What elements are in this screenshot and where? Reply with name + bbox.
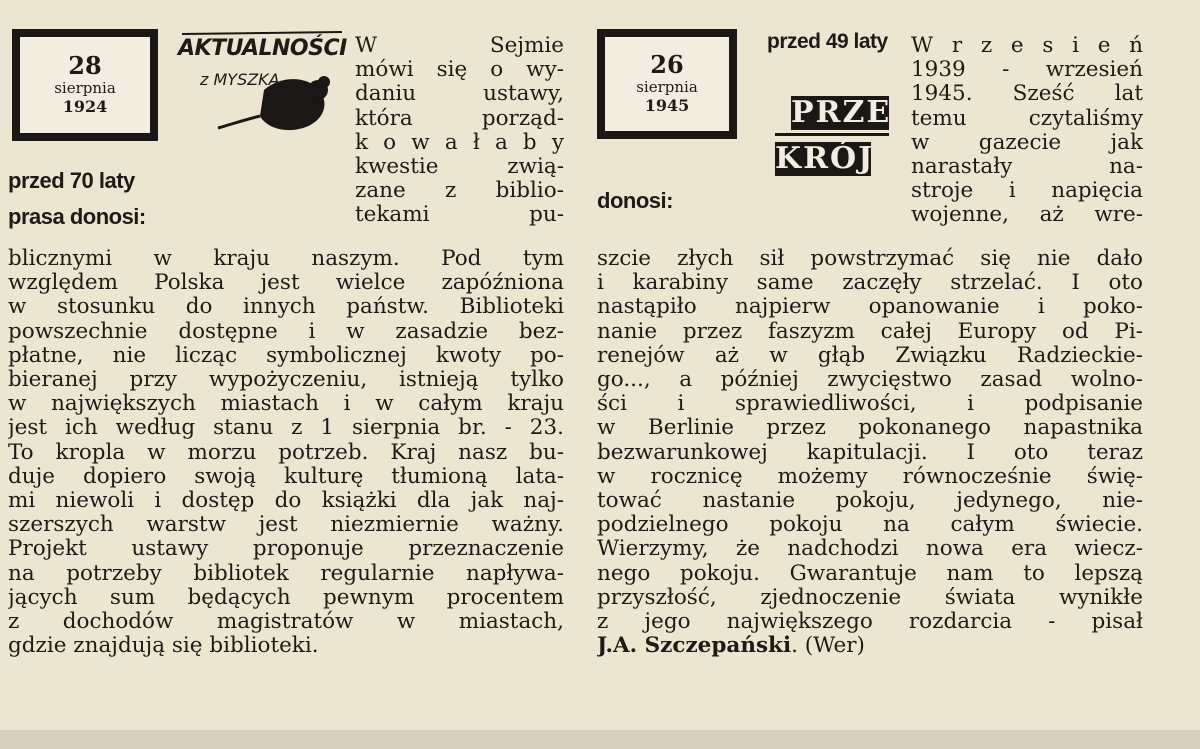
text-line: 1939 - wrzesień [911, 58, 1143, 83]
text-line: w rocznicę możemy równocześnie świę- [597, 464, 1143, 489]
text-line: stroje i napięcia [911, 179, 1143, 204]
article-text-narrow [355, 34, 564, 228]
text-line: gdzie znajdują się biblioteki. [8, 634, 319, 659]
logo-subtitle: z MYSZKĄ [200, 70, 280, 89]
text-line: 1945. Sześć lat [911, 82, 1143, 107]
aktualnosci-logo [172, 28, 352, 138]
przekroj-logo [775, 95, 892, 176]
date-month: sierpnia [54, 79, 116, 97]
text-line: bieranej przy wypożyczeniu, istnieją tylko [8, 368, 564, 393]
date-box-1945 [597, 29, 737, 139]
text-line: i karabiny same zaczęły strzelać. I oto [597, 271, 1143, 296]
text-line: go..., a później zwycięstwo zasad wolno- [597, 368, 1143, 393]
kicker-years-ago: przed 70 laty [8, 168, 135, 193]
logo-word-top: PRZE [791, 95, 892, 130]
kicker-years-ago: przed 49 laty [767, 30, 888, 53]
text-line: szcie złych sił powstrzymać się nie dało [597, 247, 1143, 271]
text-line: temu czytaliśmy [911, 106, 1143, 131]
text-line: kwestie zwią- [355, 155, 564, 180]
text-line: W Sejmie [355, 34, 564, 58]
kicker-source: prasa donosi: [8, 204, 146, 229]
article-text-1924 [8, 247, 564, 658]
kicker-source: donosi: [597, 188, 673, 213]
text-line: jest ich według stanu z 1 sierpnia br. - 23. [8, 416, 564, 441]
text-line: blicznymi w kraju naszym. Pod tym [8, 247, 564, 271]
text-line: względem Polska jest wielce zapóźniona [8, 271, 564, 296]
text-line: Wierzymy, że nadchodzi nowa era wiecz- [597, 537, 1143, 562]
text-line: bezwarunkowej kapitulacji. I oto teraz [597, 440, 1143, 465]
text-line: ści i sprawiedliwości, i podpisanie [597, 392, 1143, 417]
text-line: która porząd- [355, 106, 564, 131]
page-bottom-edge [0, 730, 1200, 749]
text-line: daniu ustawy, [355, 82, 564, 107]
logo-word-bottom: KRÓJ [775, 141, 875, 176]
text-line: płatne, nie licząc symbolicznej kwoty po- [8, 343, 564, 368]
text-line: z jego największego rozdarcia - pisał [597, 610, 1143, 635]
text-line: Projekt ustawy proponuje przeznaczenie [8, 537, 564, 562]
text-line: na potrzeby bibliotek regularnie napływa- [8, 561, 564, 586]
logo-title: AKTUALNOŚCI [178, 36, 347, 61]
text-line: w stosunku do innych państw. Biblioteki [8, 295, 564, 320]
signature-suffix: . (Wer) [791, 634, 865, 659]
text-line: tować nastanie pokoju, jedynego, nie- [597, 489, 1143, 514]
text-line: To kropla w morzu potrzeb. Kraj nasz bu- [8, 440, 564, 465]
text-line: szerszych warstw jest niezmiernie ważny. [8, 513, 564, 538]
text-line: W r z e s i e ń [911, 34, 1143, 58]
text-line: duje dopiero swoją kulturę tłumioną lata- [8, 464, 564, 489]
text-line: w gazecie jak [911, 130, 1143, 155]
text-line: renejów aż w głąb Związku Radzieckie- [597, 343, 1143, 368]
text-line: podzielnego pokoju na całym świecie. [597, 513, 1143, 538]
text-line: z dochodów magistratów w miastach, [8, 610, 564, 635]
text-line: wojenne, aż wre- [911, 203, 1143, 228]
text-line: mi niewoli i dostęp do książki dla jak naj- [8, 489, 564, 514]
text-line: nego pokoju. Gwarantuje nam to lepszą [597, 561, 1143, 586]
text-line: w największych miastach i w całym kraju [8, 392, 564, 417]
date-day: 26 [650, 50, 684, 79]
article-text-narrow [911, 34, 1143, 228]
date-box-1924 [12, 29, 158, 141]
author-name: J.A. Szczepański [597, 634, 792, 659]
article-text-1945 [597, 247, 1143, 658]
date-year: 1945 [644, 96, 690, 115]
text-line: powszechnie dostępne i w zasadzie bez- [8, 319, 564, 344]
text-line: przyszłość, zjednoczenie świata wynikłe [597, 585, 1143, 610]
date-month: sierpnia [636, 78, 698, 96]
text-line: narastały na- [911, 155, 1143, 180]
text-line: k o w a ł a b y [355, 130, 564, 155]
date-year: 1924 [62, 97, 108, 116]
text-line-signature [597, 634, 1143, 658]
date-day: 28 [68, 51, 102, 80]
text-line: nanie przez faszyzm całej Europy od Pi- [597, 319, 1143, 344]
logo-bar [775, 133, 889, 136]
text-line: tekami pu- [355, 203, 564, 228]
text-line: zane z biblio- [355, 179, 564, 204]
text-line: mówi się o wy- [355, 58, 564, 83]
text-line: nastąpiło najpierw opanowanie i poko- [597, 295, 1143, 320]
text-line: w Berlinie przez pokonanego napastnika [597, 416, 1143, 441]
text-line: jących sum będących pewnym procentem [8, 585, 564, 610]
